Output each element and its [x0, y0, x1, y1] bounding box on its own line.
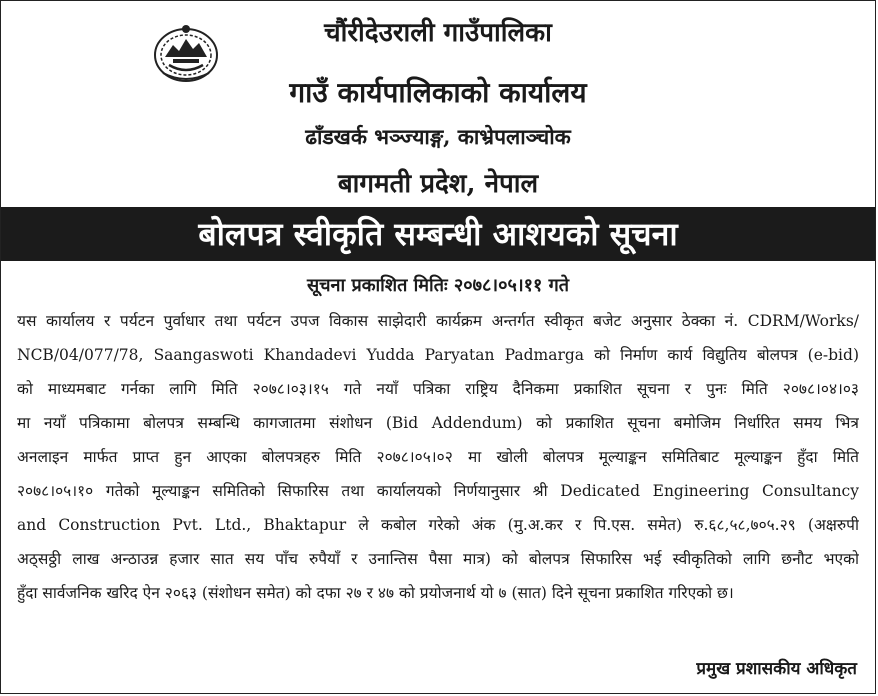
notice-line: यस कार्यालय र पर्यटन पुर्वाधार तथा पर्यटन उपज विकास साझेदारी कार्यक्रम अन्तर्गत स्वीकृत बजेट अनुसार ठेक्का नं. CDRM/Works/	[17, 312, 859, 330]
notice-line: अठ्सठ्ठी लाख अन्ठाउन्न हजार सात सय पाँच रुपैयाँ र उनान्तिस पैसा मात्र) को बोलपत्र सिफारिस भई स्वीकृतिको लागि छनौट भएको	[17, 550, 859, 568]
published-date: सूचना प्रकाशित मितिः २०७८।०५।११ गते	[306, 275, 570, 296]
notice-line: अनलाइन मार्फत प्राप्त हुन आएका बोलपत्रहरु मिति २०७८।०५।०२ मा खोली बोलपत्र मूल्याङ्कन समितिबाट मूल्याङ्कन हुँदा मिति	[17, 448, 859, 466]
notice-line: NCB/04/077/78, Saangaswoti Khandadevi Yudda Paryatan Padmarga को निर्माण कार्य विद्युतिय बोलपत्र (e-bid)	[17, 346, 859, 364]
office-name: गाउँ कार्यपालिकाको कार्यालय	[289, 76, 587, 109]
notice-line: मा नयाँ पत्रिकामा बोलपत्र सम्बन्धि कागजातमा संशोधन (Bid Addendum) को प्रकाशित सूचना बमोजिम निर्धारित समय भित्र	[17, 414, 859, 432]
notice-line: हुँदा सार्वजनिक खरिद ऐन २०६३ (संशोधन समेत) को दफा २७ र ४७ को प्रयोजनार्थ यो ७ (सात) दिने सूचना प्रकाशित गरिएको छ।	[17, 584, 734, 602]
municipality-name: चौंरीदेउराली गाउँपालिका	[324, 18, 552, 48]
notice-line: २०७८।०५।१० गतेको मूल्याङ्कन समितिको सिफारिस तथा कार्यालयको निर्णयानुसार श्री Dedicated Engineering Consultancy	[17, 482, 859, 500]
signature-title: प्रमुख प्रशासकीय अधिकृत	[696, 659, 857, 679]
notice-title-banner: बोलपत्र स्वीकृति सम्बन्धी आशयको सूचना	[1, 207, 875, 261]
notice-line: को माध्यमबाट गर्नका लागि मिति २०७८।०३।१५ गते नयाँ पत्रिका राष्ट्रिय दैनिकमा प्रकाशित सूचना र पुनः मिति २०७८।०४।०३	[17, 380, 859, 398]
notice-line: and Construction Pvt. Ltd., Bhaktapur ले कबोल गरेको अंक (मु.अ.कर र पि.एस. समेत) रु.६८,५८,७०५.२९ (अक्षरुपी	[17, 516, 859, 534]
notice-body	[17, 304, 859, 610]
letterhead	[1, 1, 875, 201]
province-country: बागमती प्रदेश, नेपाल	[337, 169, 539, 199]
office-address: ढाँडखर्क भञ्ज्याङ्ग, काभ्रेपलाञ्चोक	[305, 124, 571, 149]
